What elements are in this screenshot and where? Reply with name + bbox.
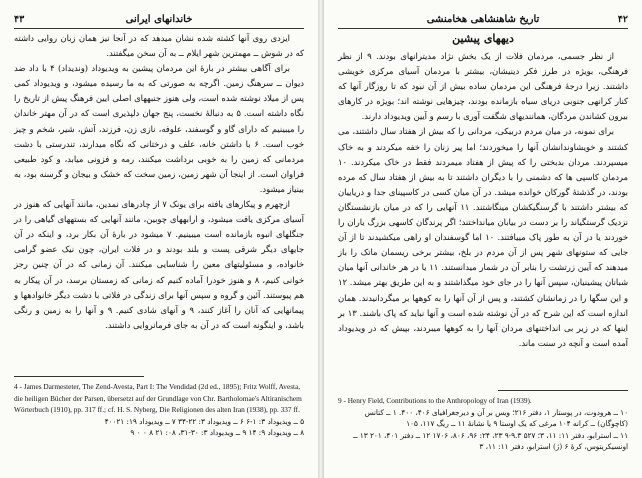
- left-header-rule: [14, 28, 304, 29]
- left-page-header: [14, 13, 304, 27]
- right-running-title: تاریخ شاهنشاهی هخامنشی: [426, 14, 540, 25]
- right-page: [324, 0, 642, 478]
- left-page-number: ۴۳: [14, 14, 25, 25]
- left-footnotes: [14, 381, 304, 439]
- left-footnote-rule: [14, 376, 144, 377]
- left-running-title: خاندانهای ایرانی: [125, 14, 193, 25]
- left-footnote-5-7: ۵ ــ ویدیوداد ۳: ۱-۶ ۶ ــ ویدیوداد ۳: ۲۲-۳۴ ۷ ــ ویدیوداد ۱۹: ۴۰۰۲۱: [104, 416, 304, 426]
- right-footnote-rule: [498, 390, 628, 391]
- left-footnote-8-9: ۸ ــ ویدیوداد ۹: ۱۴ ۹ ــ ویدیوداد ۳: ۳۰-۳۱، ۰۸: ۲۱ ۸ ۰ ۰ ۹: [130, 428, 304, 438]
- right-body-text: [338, 49, 628, 351]
- section-heading: دیههای پیشین: [452, 32, 514, 45]
- left-paragraph-2: برای آگاهی بیشتر در بارهٔ این مردمان پیشین به ویدیوداد (وندیداد) ۴ با داد ضد دیوان ــ سرهنگ زمین. اگرچه به صورتی که به ما رسیده میشود، و ویدیوداد کمی پس از میلاد نوشته شده است، ولی هنوز جنبههای اصلی ایین فرهنگ پیش از تاریخ را نگاه داشته است. ۵ به دنبالهٔ نخست، پنج جهان دلپذیری است که در آن مهتر خاندان را میبینیم که دارای گاو و گوسفند، علوفه، نازی زن، فرزند، آتش، شیر، شخم و چیز خوب است. ۶ با داشتن خانه، علف و درختانی که نگاه میدارند، تندرستی با دشت مردمانی که زمین را به خوبی برداشت میکنند، رمه و فزونی میابد، و کود طبیعی فراوان است. از اینجا آن شهر زمین، زمین سخت که خشک و بیجان و گرسنه بود، به بینیاز میشود.: [14, 63, 304, 194]
- right-footnote-11-13: ۱۱ ــ استرابو، دفتر ۱۱: ۱۱، ۳؛ ۵۲۷ ۹.۳-۹ ۲۳، ۲۴: ۹۶، ۸۰۶، ۱۷۰۶ ۱۲ ــ دفتر ۴۰۱، ۲۰۱ ۱۳ ــ اونسیکریتوس، کرهٔ ۶ (ژ) استرابو، دفتر ۱۱: ۱۱، ۳: [353, 430, 628, 452]
- left-paragraph-1: ایزدی روی آنها کشته شده نشان میدهد که در آنجا نیز همان زبان روایی داشته که در شوش ــ مهمترین شهر ایلام ــ به آن سخن میگفتند.: [14, 33, 304, 59]
- right-footnotes: [338, 395, 628, 453]
- left-page: [0, 0, 318, 478]
- right-paragraph-2: برای نمونه، در میان مردم دربیکی، مردانی را که بیش از هفتاد سال داشتند، می کشتند و خویشاوندانشان آنها را میخوردند؛ اما پیر زنان را خفه میکردند و به خاک میسپردند. مردان بدبختی را که پیش از هفتاد میمردند فقط در خاک میکردند. ۱۰ مردمان کاسپی ها که دشمنی را با دیگران داشتند تا به بیش از هفتاد سال که مرده بودند، در گذشتهٔ گورکان خوانده میشد. در آن میان کسی در کاسپینای جدا و دریاییان که بیشتر داشتند با گرسنگیکشان مینگاشتند. ۱۱ آنهایی را که در میان بازنشستگان نزدیک گرستگیاند را بر دست در بیابان میانداختند؛ اگر پرندگان کاسهی بزرگ یاران را خوردند یا در آن به طور پاک مییافتند. ۱۰ اما گوسفندان او راهی میکشیدند تا از آن جایی که ستونهای شهر پس از آن مردم در بلخ، بیشتر برخی ریسمان ماتک را باز میدهند که آیین زرتشت را بنابر آن در شمار میدانستند. ۱۱ یا در هر خاندانی آنها میان شبانان پیشینیان، سپس آنها را در جای خود میگذاشتند و به این طریق بهتر میشد. ۱۲ و این سگها را در زمانشان کشتند، و پس از آن آنها را به کوهها بر میگردانیدند. همان اندازه است که این شرح که در آن نوشته شده است و آنها نباید که پاک باشند. ۱۳ بر اینها که در زیر بی انداختنهای مردان آنها را به کوهها میبردند، بپیش که در ویدیوداد آمده است و آنچه در سنت ماند.: [338, 126, 629, 348]
- right-header-rule: [338, 28, 628, 29]
- right-footnote-9: 9 - Henry Field, Contributions to the Anthropology of Iran (1939).: [338, 396, 532, 405]
- right-page-number: ۴۲: [617, 14, 628, 25]
- left-footnote-4: 4 - James Darmesteter, The Zend-Avesta, Part I: The Vendidad (2d ed., 1895); Fritz Wolff, Avesta, die heiligen Bücher der Parsen, übersetzt auf der Grundlage von Chr. Bartholomae's Altiranischem Wörterbuch (1910), pp. 317 ff.; cf. H. S. Nyberg, Die Religionen des alten Iran (1938), pp. 337 ff.: [14, 382, 302, 415]
- right-paragraph-1: از نظر جسمی، مردمان فلات از یک بخش نژاد مدیترانهای بودند. ۹ از نظر فرهنگی، بویژه در طرز فکر دینیشان، بیشتر با مردمان آسیای مرکزی خویشی داشتند. زیرا درجهٔ فرهنگی این مردمان ساده بیش از آن نبود که تا روزگار آنها که کنار کرانهی جنوبی دریای سیاه بازمانده بودند، چیزهایی نوشته اند؛ بویژه در کارهای بیرون کشاندن مردگان، همانندیهای شگفت آوری با رسم و آیین ویدیوداد دارند.: [338, 51, 628, 122]
- right-footnote-10: ۱۰ ــ هرودوت، در پوستار ۱، دفتر ۲۱۶؛ ویس بر آن و دیرجغرافیای ۴۰۶، ۴۰۰. ۱ ــ کتانس (کاچوگان) ــ کرانه ۱۰۴ مرغی که یک اوستا ۹ یا نشانهٔ ۱۱ ــ ریگ ۱۱۷، ۱۰۵: [364, 407, 628, 429]
- right-page-header: [338, 13, 628, 27]
- left-body-text: [14, 31, 304, 333]
- left-paragraph-3: ازچهرم و پیکارهای یافته برای یونک ۷ از چادرهای نمدین، مانند آنهایی که هنوز در آسیای مرکزی یافت میشود، و ارابههای چوبین، مانند آنهایی که بستههای گیاهی را در جنگلهای انبوه بازمانده است میبینیم. ۷ میشود در بارهٔ آن بکار برد، و اینکه در آن جایهای دیگر شرقی پست و بلند بودند و در فلات ایران، چون نیک عضو گرامی خانواده، و مسئولیتهای معین را شناسایی میکنند. آن زمانی که در آن چنین رجز خوانی کنیم، ۸ و هنوز خودرا آماده کنیم که زمانی که زمستان برسد، در آن پیکار به هم پیوستند. آئین و گروه و سپس آنها برای زندگی در فلاتی با دشت دیگر خانوادهها و پیمانهایی که آنان را آغاز کنند، ۹ و آنهای شادی کنیم. ۹ و آنها را به زمین و رنگی باشد، و اینگونه است که در آن به جای فرمانروایی داشتند.: [14, 199, 305, 330]
